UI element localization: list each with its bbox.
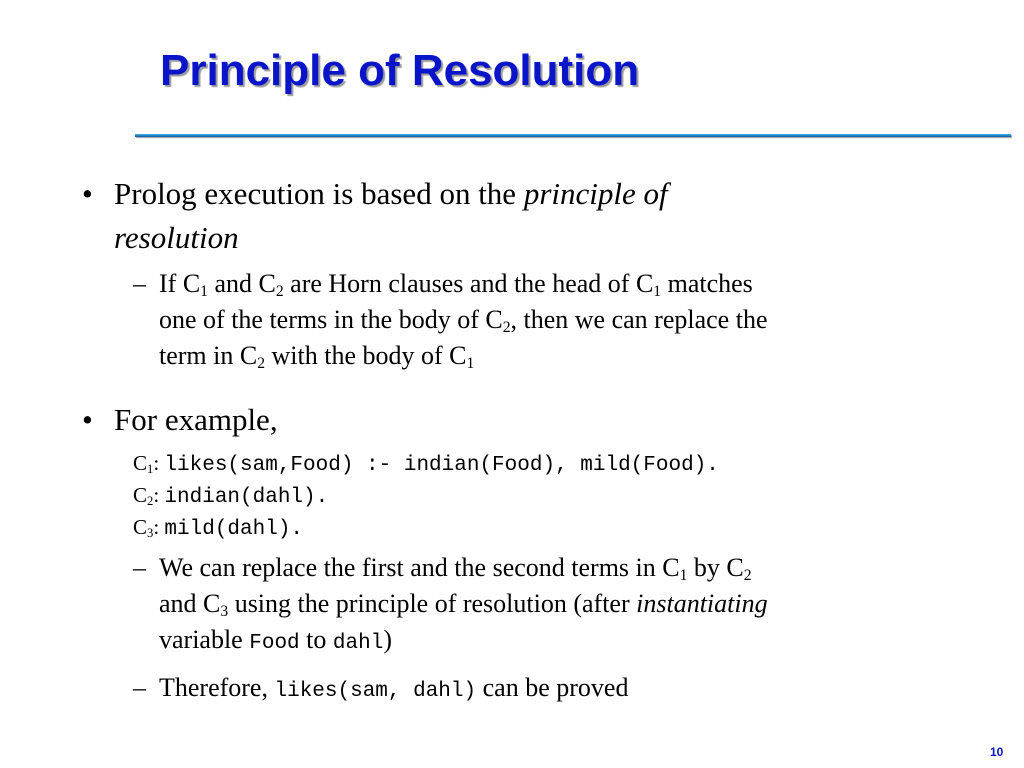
subscript: 1 (466, 354, 475, 372)
text-segment: can be proved (476, 673, 629, 702)
bullet-marker: • (82, 402, 93, 437)
clause-code: likes(sam,Food) :- indian(Food), mild(Food). (164, 454, 719, 477)
clause-c2 (133, 480, 328, 513)
italic-term: instantiating (636, 589, 768, 618)
text-segment: and C (159, 589, 221, 618)
subscript: 3 (220, 602, 229, 620)
text-segment: variable (159, 625, 250, 654)
inline-code: dahl (332, 632, 384, 655)
subscript: 3 (147, 526, 154, 541)
clause-colon: : (153, 451, 160, 475)
subscript: 2 (147, 494, 154, 509)
text-segment: ) (383, 625, 392, 654)
clause-code: mild(dahl). (164, 518, 304, 541)
text-segment: and C (207, 269, 276, 298)
bullet-text: For example, (114, 402, 278, 437)
text-segment: to (299, 625, 333, 654)
clause-c3 (133, 512, 303, 545)
clause-colon: : (153, 515, 160, 539)
clause-label: C (133, 451, 148, 475)
clause-label: C (133, 483, 148, 507)
text-segment: We can replace the first and the second terms in C (159, 553, 680, 582)
subscript: 1 (653, 282, 662, 300)
bullet-text: Prolog execution is based on the (114, 176, 524, 211)
italic-term: resolution (114, 220, 239, 255)
text-segment: matches (661, 269, 753, 298)
title-underline (135, 134, 1011, 137)
dash-marker: – (133, 673, 146, 702)
text-segment: one of the terms in the body of C (159, 305, 503, 334)
italic-term: principle of (523, 176, 668, 211)
dash-marker: – (133, 269, 146, 298)
subscript: 2 (257, 354, 266, 372)
dash-marker: – (133, 553, 146, 582)
inline-code: likes(sam, dahl) (274, 680, 477, 703)
clause-colon: : (153, 483, 160, 507)
text-segment: If C (159, 269, 201, 298)
subscript: 1 (147, 462, 154, 477)
slide-title: Principle of Resolution (160, 46, 640, 95)
text-segment: are Horn clauses and the head of C (283, 269, 654, 298)
inline-code: Food (249, 632, 300, 655)
subscript: 2 (743, 566, 752, 584)
page-number: 10 (990, 745, 1004, 759)
subscript: 1 (679, 566, 688, 584)
text-segment: , then we can replace the (510, 305, 768, 334)
text-segment: by C (687, 553, 744, 582)
subscript: 1 (200, 282, 208, 300)
text-segment: term in C (159, 341, 258, 370)
clause-c1 (133, 448, 719, 481)
text-segment: using the principle of resolution (after (228, 589, 637, 618)
clause-code: indian(dahl). (164, 486, 329, 509)
text-segment: with the body of C (265, 341, 467, 370)
subscript: 2 (275, 282, 284, 300)
text-segment: Therefore, (159, 673, 275, 702)
clause-label: C (133, 515, 148, 539)
subscript: 2 (502, 318, 511, 336)
bullet-marker: • (82, 176, 93, 211)
